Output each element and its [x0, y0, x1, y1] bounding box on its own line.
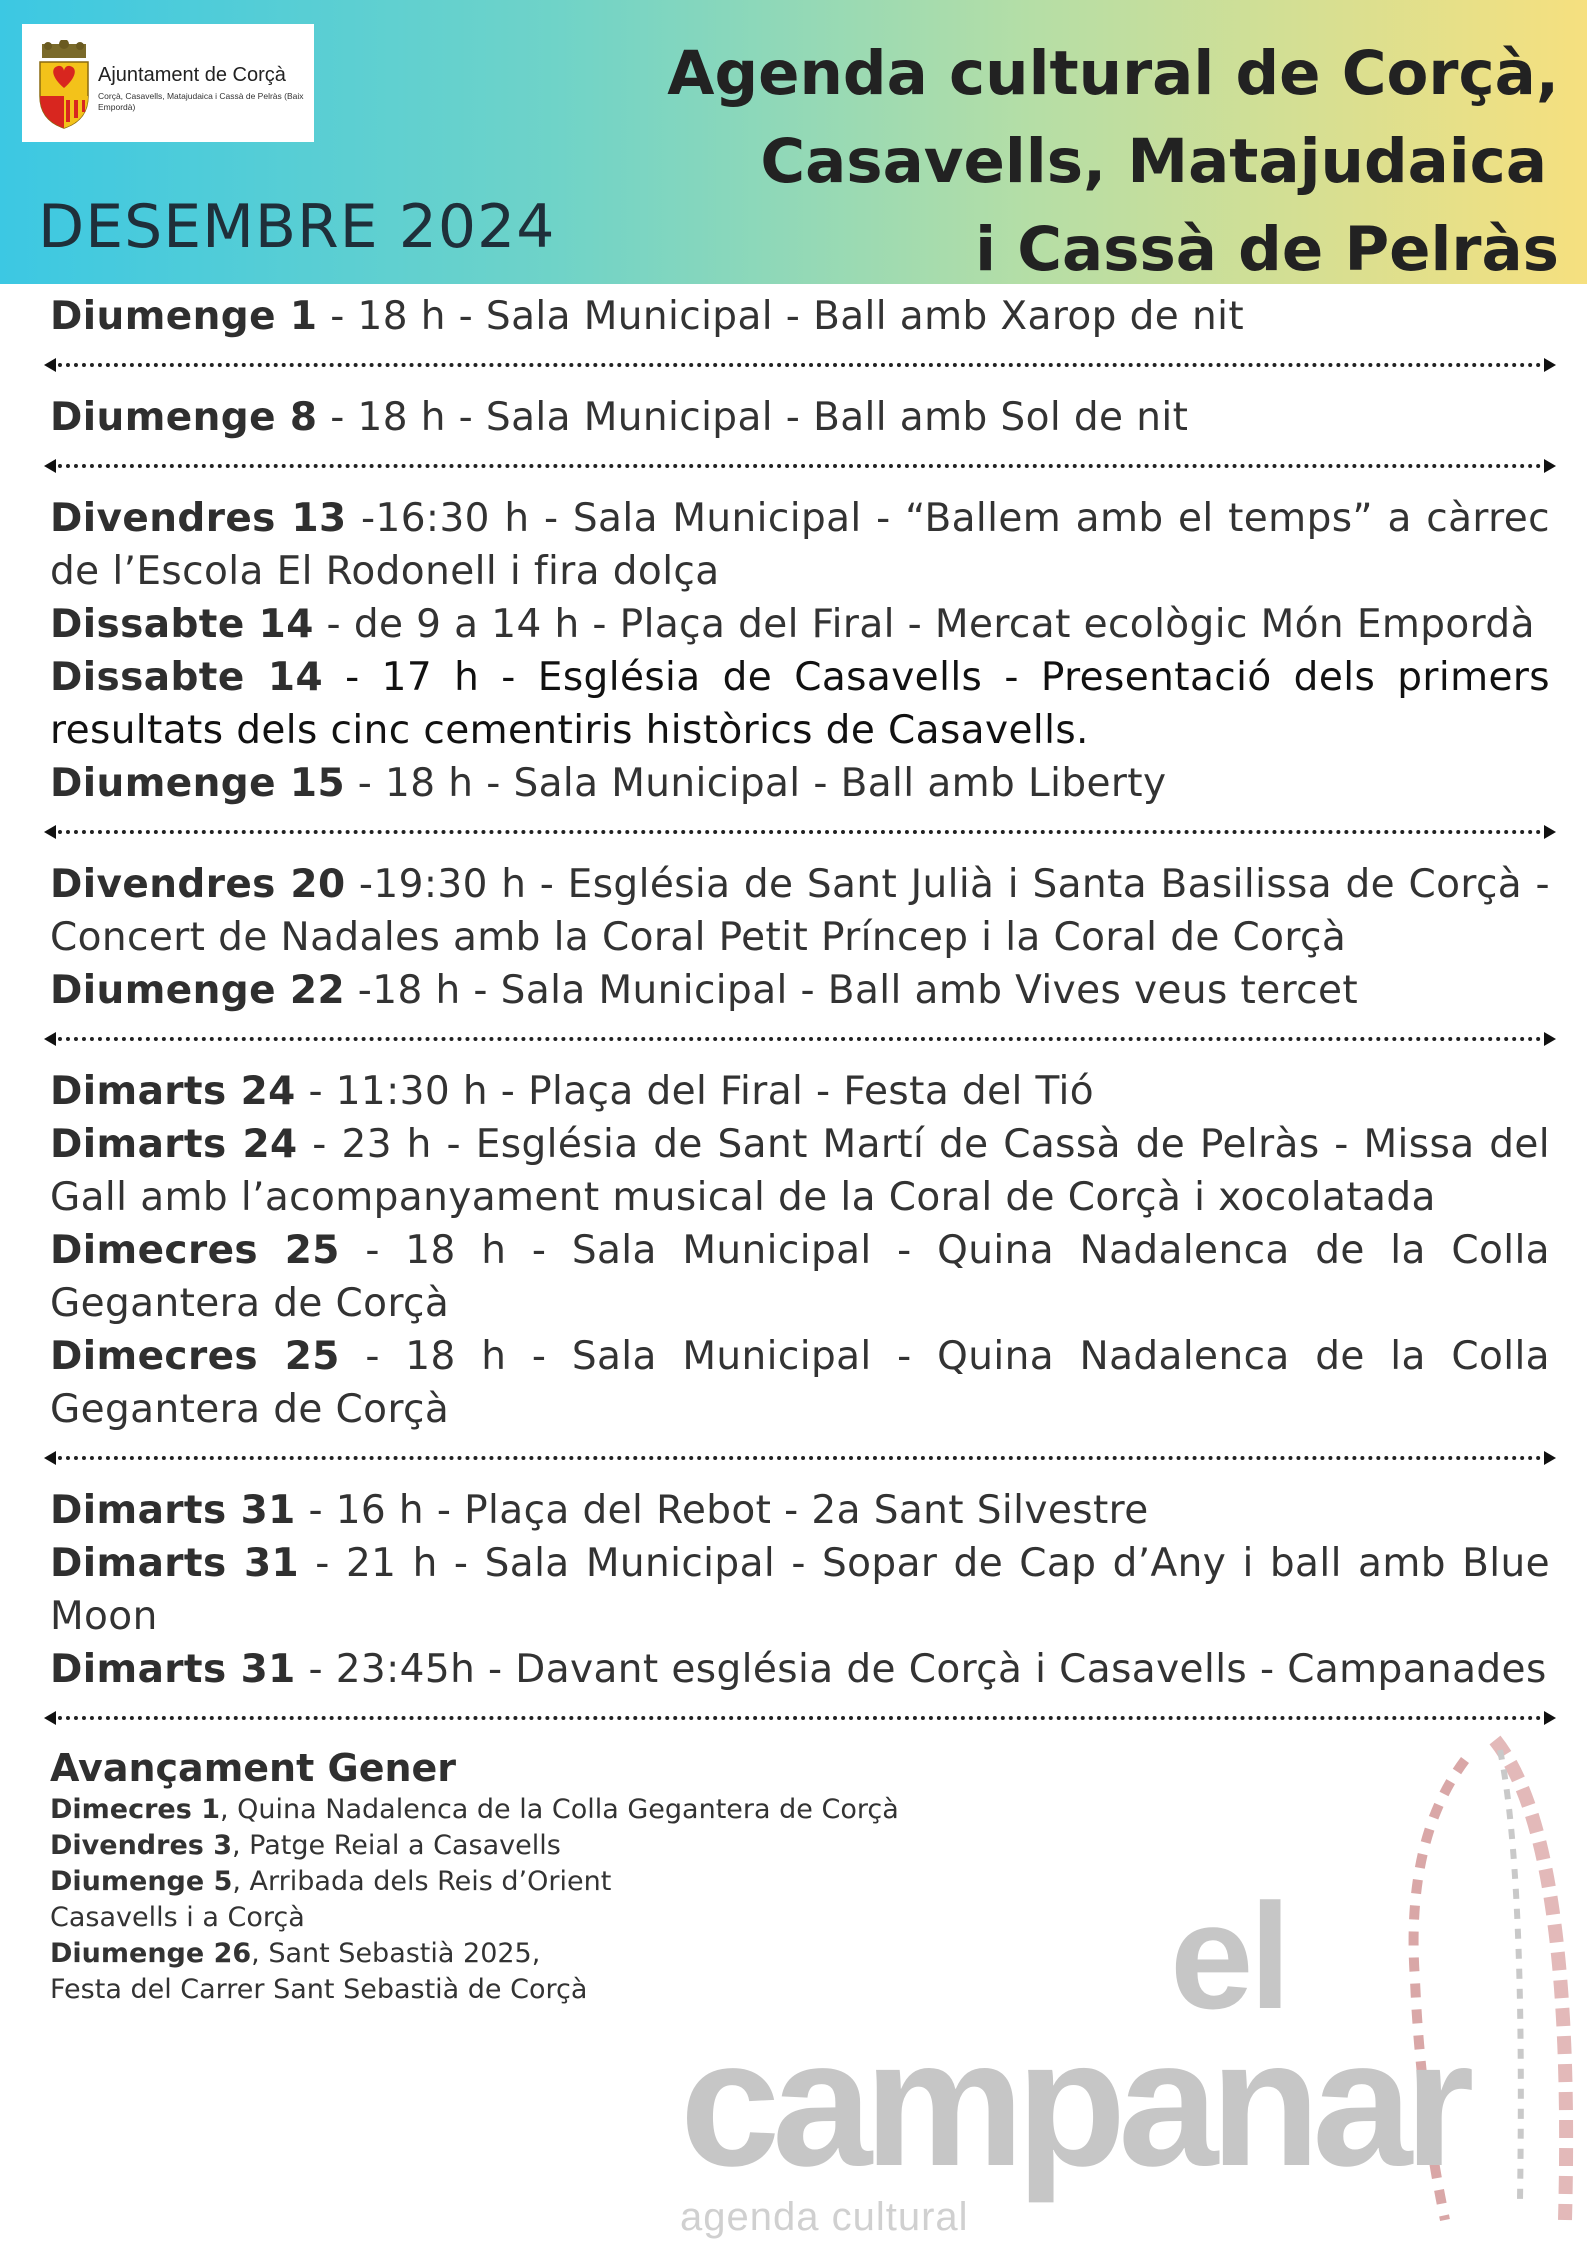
event-detail: - 18 h - Sala Municipal - Quina Nadalenca de la Colla Gegantera de Corçà: [50, 1334, 1550, 1432]
brand-campanar: campanar: [680, 2003, 1467, 2204]
el-campanar-logo: [670, 1872, 1580, 2245]
event-detail: - 16 h - Plaça del Rebot - 2a Sant Silvestre: [295, 1488, 1149, 1533]
dotted-arrow-divider: [50, 830, 1550, 836]
title-line: Agenda cultural de Corçà,: [667, 38, 1559, 109]
event-day: Diumenge 8: [50, 395, 318, 440]
event-day: Dissabte 14: [50, 602, 314, 647]
advance-day: Diumenge 26: [50, 1938, 252, 1969]
event-day: Dimecres 25: [50, 1334, 340, 1379]
event-entry: [50, 1118, 1550, 1224]
advance-detail: , Quina Nadalenca de la Colla Gegantera de Corçà: [220, 1794, 899, 1825]
event-detail: - de 9 a 14 h - Plaça del Firal - Mercat ecològic Món Empordà: [313, 602, 1535, 647]
event-day: Divendres 20: [50, 862, 346, 907]
dotted-arrow-divider: [50, 1456, 1550, 1462]
event-entry: [50, 598, 1550, 651]
dotted-arrow-divider: [50, 464, 1550, 470]
event-day: Diumenge 15: [50, 761, 345, 806]
event-entry: [50, 858, 1550, 964]
event-detail: -19:30 h - Església de Sant Julià i Santa Basilissa de Corçà - Concert de Nadales amb la Coral Petit Príncep i la Coral de Corçà: [50, 862, 1550, 960]
event-day: Dimarts 31: [50, 1647, 296, 1692]
event-day: Diumenge 22: [50, 968, 345, 1013]
advance-day: Divendres 3: [50, 1830, 233, 1861]
event-entry: [50, 651, 1550, 757]
advance-day: Dimecres 1: [50, 1794, 221, 1825]
advance-detail: , Arribada dels Reis d’Orient: [232, 1866, 612, 1897]
event-detail: - 18 h - Sala Municipal - Ball amb Sol de nit: [317, 395, 1189, 440]
event-entry: [50, 1484, 1550, 1537]
event-detail: -16:30 h - Sala Municipal - “Ballem amb el temps” a càrrec de l’Escola El Rodonell i fira dolça: [50, 496, 1550, 594]
event-day: Dimarts 24: [50, 1069, 296, 1114]
event-entry: [50, 757, 1550, 810]
brand-tagline: agenda cultural: [680, 2195, 969, 2239]
event-detail: - 21 h - Sala Municipal - Sopar de Cap d’Any i ball amb Blue Moon: [50, 1541, 1550, 1639]
event-entry: [50, 1643, 1550, 1696]
event-detail: - 23:45h - Davant església de Corçà i Casavells - Campanades: [295, 1647, 1547, 1692]
advance-detail: , Patge Reial a Casavells: [232, 1830, 561, 1861]
event-detail: - 11:30 h - Plaça del Firal - Festa del Tió: [295, 1069, 1095, 1114]
advance-day: Diumenge 5: [50, 1866, 233, 1897]
event-detail: - 18 h - Sala Municipal - Ball amb Liberty: [344, 761, 1167, 806]
dotted-arrow-divider: [50, 363, 1550, 369]
event-day: Diumenge 1: [50, 294, 318, 339]
event-day: Dimarts 31: [50, 1488, 296, 1533]
event-day: Dimarts 31: [50, 1541, 300, 1586]
advance-detail: Festa del Carrer Sant Sebastià de Corçà: [50, 1974, 588, 2005]
header-banner: [0, 0, 1587, 284]
event-entry: [50, 1537, 1550, 1643]
event-entry: [50, 1065, 1550, 1118]
advance-detail: , Sant Sebastià 2025,: [251, 1938, 541, 1969]
event-entry: [50, 290, 1550, 343]
event-detail: - 17 h - Església de Casavells - Presentació dels primers resultats dels cinc cementiris històrics de Casavells.: [50, 655, 1551, 753]
logo-subtitle: Corçà, Casavells, Matajudaica i Cassà de Pelràs (Baix Empordà): [98, 91, 304, 112]
dotted-arrow-divider: [50, 1037, 1550, 1043]
event-detail: - 18 h - Sala Municipal - Quina Nadalenca de la Colla Gegantera de Corçà: [50, 1228, 1550, 1326]
event-entry: [50, 1330, 1550, 1436]
title-line: Casavells, Matajudaica: [760, 126, 1547, 197]
event-entry: [50, 1224, 1550, 1330]
logo-name: Ajuntament de Corçà: [98, 64, 286, 86]
event-detail: - 23 h - Església de Sant Martí de Cassà de Pelràs - Missa del Gall amb l’acompanyament musical de la Coral de Corçà i xocolatada: [50, 1122, 1551, 1220]
page-title: [667, 30, 1559, 294]
event-day: Dimarts 24: [50, 1122, 298, 1167]
month-heading: DESEMBRE 2024: [38, 192, 556, 262]
advance-heading: Avançament Gener: [50, 1746, 457, 1790]
event-day: Dimecres 25: [50, 1228, 340, 1273]
event-entry: [50, 964, 1550, 1017]
event-detail: - 18 h - Sala Municipal - Ball amb Xarop de nit: [317, 294, 1245, 339]
event-entry: [50, 391, 1550, 444]
coat-of-arms-icon: [34, 40, 94, 130]
brand-el: el: [1170, 1872, 1288, 2040]
title-line: i Cassà de Pelràs: [975, 214, 1559, 285]
municipal-logo: [22, 24, 314, 142]
event-day: Divendres 13: [50, 496, 347, 541]
event-entry: [50, 492, 1550, 598]
advance-detail: Casavells i a Corçà: [50, 1902, 305, 1933]
event-day: Dissabte 14: [50, 655, 324, 700]
event-detail: -18 h - Sala Municipal - Ball amb Vives veus tercet: [344, 968, 1359, 1013]
